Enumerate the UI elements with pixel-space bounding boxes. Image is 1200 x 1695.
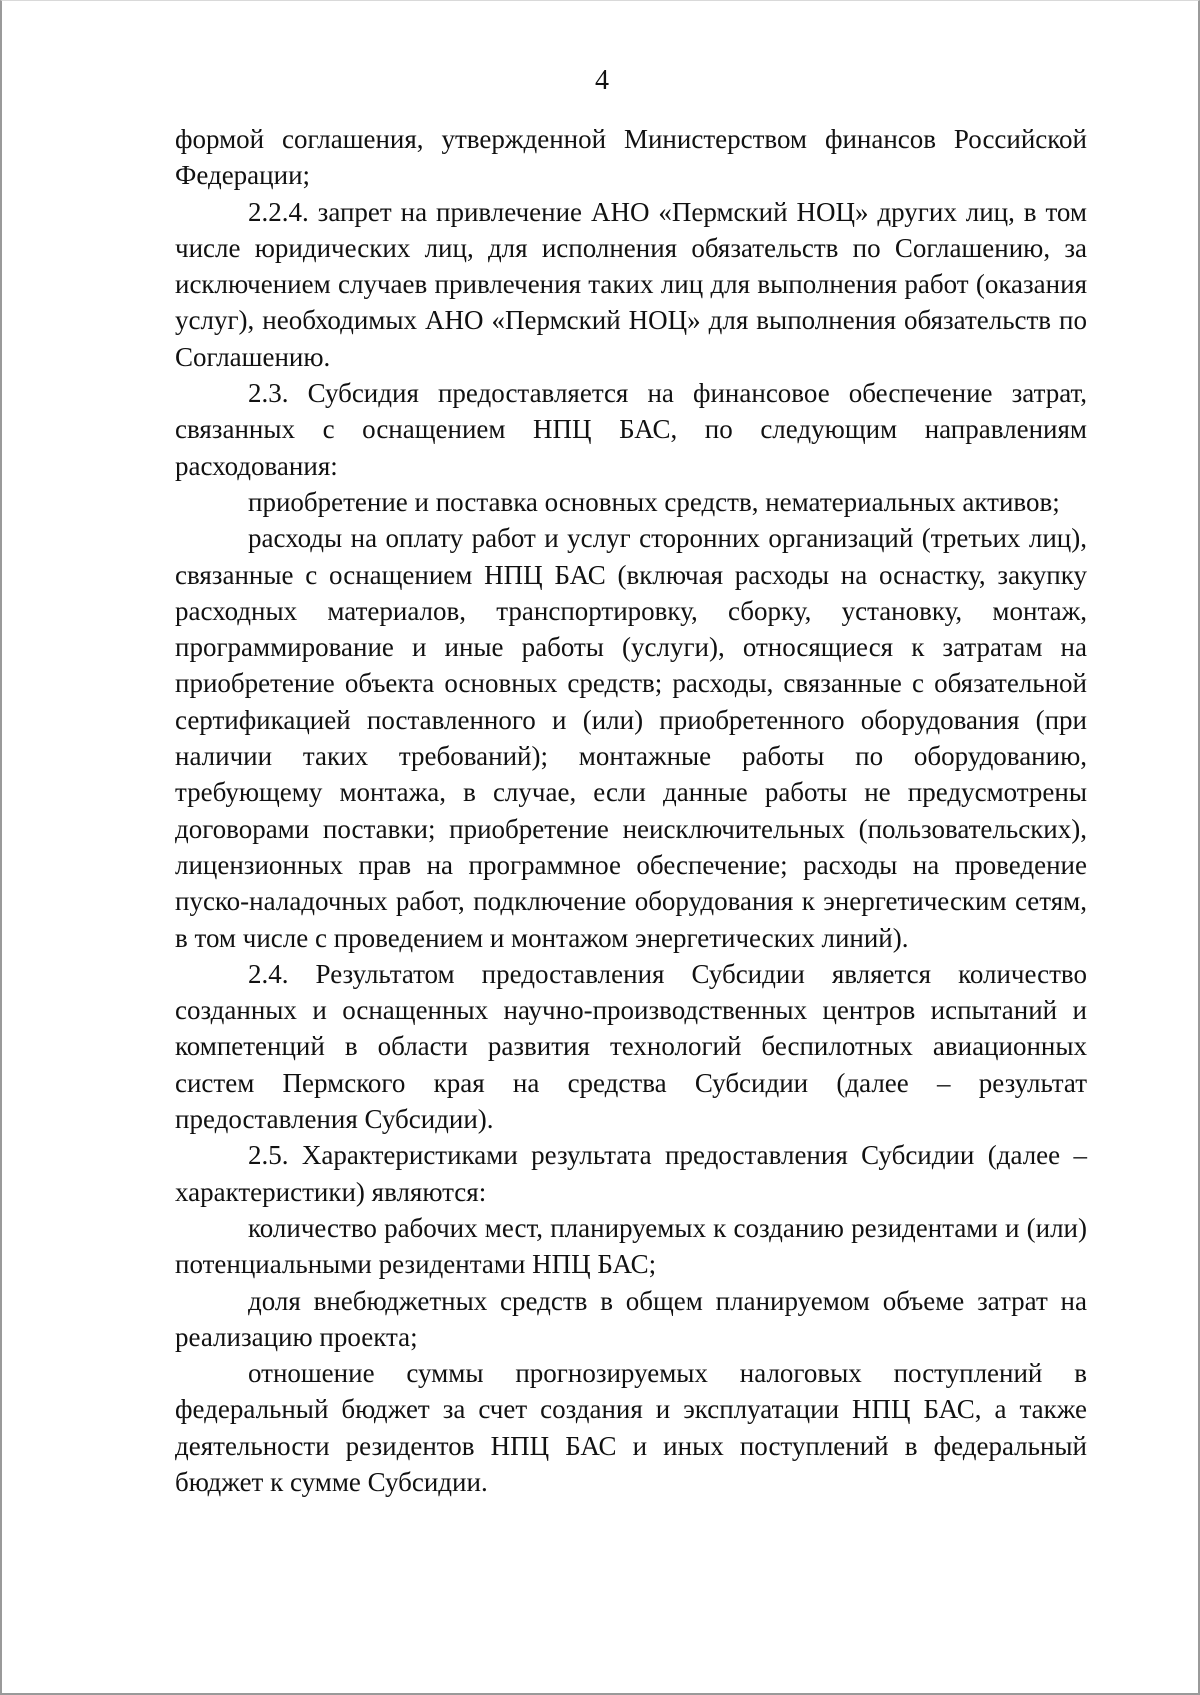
- paragraph-continuation: формой соглашения, утвержденной Министерством финансов Российской Федерации;: [175, 124, 1087, 191]
- document-body: [175, 121, 1087, 1500]
- paragraph-offbudget-share: доля внебюджетных средств в общем планируемом объеме затрат на реализацию проекта;: [175, 1285, 1087, 1352]
- paragraph-2-4: 2.4. Результатом предоставления Субсидии является количество созданных и оснащенных научно-производственных центров испытаний и компетенций в области развития технологий беспилотных авиационных систем Пермского края на средства Субсидии (далее – результат предоставления Субсидии).: [175, 958, 1087, 1135]
- paragraph-third-party-costs: расходы на оплату работ и услуг сторонних организаций (третьих лиц), связанные с оснащением НПЦ БАС (включая расходы на оснастку, закупку расходных материалов, транспортировку, сборку, установку, монтаж, программирование и иные работы (услуги), относящиеся к затратам на приобретение объекта основных средств; расходы, связанные с обязательной сертификацией поставленного и (или) приобретенного оборудования (при наличии таких требований); монтажные работы по оборудованию, требующему монтажа, в случае, если данные работы не предусмотрены договорами поставки; приобретение неисключительных (пользовательских), лицензионных прав на программное обеспечение; расходы на проведение пуско-наладочных работ, подключение оборудования к энергетическим сетям, в том числе с проведением и монтажом энергетических линий).: [175, 523, 1087, 953]
- paragraph-jobs: количество рабочих мест, планируемых к созданию резидентами и (или) потенциальными резидентами НПЦ БАС;: [175, 1212, 1087, 1280]
- paragraph-fixed-assets: приобретение и поставка основных средств, нематериальных активов;: [248, 486, 1060, 517]
- page-number: 4: [595, 65, 609, 96]
- paragraph-tax-ratio: отношение суммы прогнозируемых налоговых поступлений в федеральный бюджет за счет создания и эксплуатации НПЦ БАС, а также деятельности резидентов НПЦ БАС и иных поступлений в федеральный бюджет к сумме Субсидии.: [175, 1358, 1087, 1497]
- paragraph-2-2-4: 2.2.4. запрет на привлечение АНО «Пермский НОЦ» других лиц, в том числе юридических лиц, для исполнения обязательств по Соглашению, за исключением случаев привлечения таких лиц для выполнения работ (оказания услуг), необходимых АНО «Пермский НОЦ» для выполнения обязательств по Соглашению.: [175, 196, 1087, 372]
- paragraph-2-3: 2.3. Субсидия предоставляется на финансовое обеспечение затрат, связанных с оснащением НПЦ БАС, по следующим направлениям расходования:: [175, 378, 1087, 481]
- paragraph-2-5: 2.5. Характеристиками результата предоставления Субсидии (далее – характеристики) являются:: [175, 1140, 1087, 1207]
